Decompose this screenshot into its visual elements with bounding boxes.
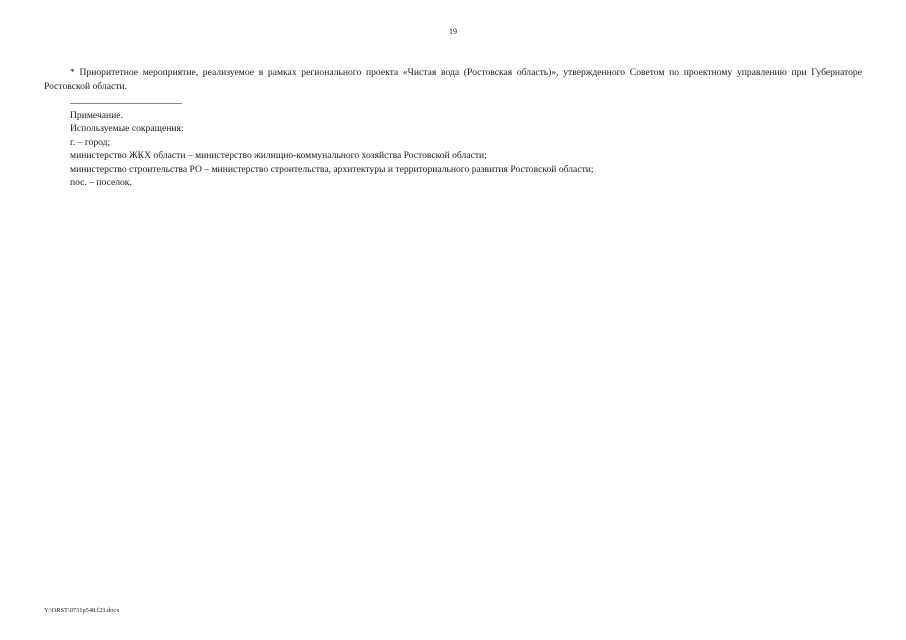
notes-block [70,109,850,189]
document-file-path: Y:\ORST\0731p548.f23.docx [44,607,120,614]
abbreviation-item-housing-ministry: министерство ЖКХ области – министерство жилищно-коммунального хозяйства Ростовской области; [70,150,487,162]
abbreviation-item-construction-ministry: министерство строительства РО – министерство строительства, архитектуры и территориального развития Ростовской области; [70,163,594,175]
abbreviations-title: Используемые сокращения: [70,123,184,135]
abbreviation-item-city: г. – город; [70,136,111,148]
priority-measure-footnote: * Приоритетное мероприятие, реализуемое в рамках регионального проекта «Чистая вода (Ростовская область)», утвержденного Советом по проектному управлению при Губернаторе Ростовской области. [44,67,862,92]
page-number: 19 [449,27,457,36]
footnote-divider [70,103,182,104]
notes-heading: Примечание. [70,110,123,121]
abbreviation-item-settlement: пос. – поселок. [70,177,132,189]
